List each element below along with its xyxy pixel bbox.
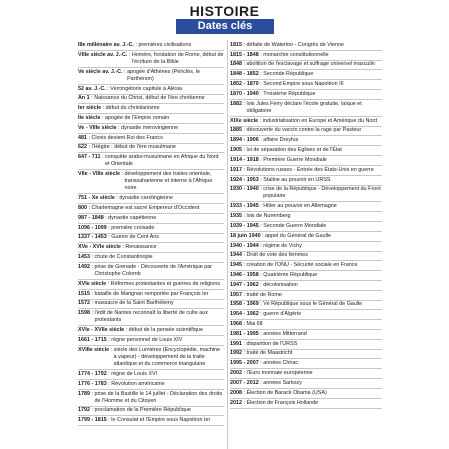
timeline-entry xyxy=(230,350,382,360)
entry-separator: : xyxy=(87,144,92,151)
column-divider xyxy=(227,40,228,449)
timeline-entry xyxy=(78,309,224,326)
timeline-entry xyxy=(230,176,382,186)
entry-separator: : xyxy=(242,350,247,357)
timeline-entry xyxy=(230,117,382,127)
entry-text: apogée de l'Empire romain xyxy=(104,114,170,121)
entry-date: 1885 xyxy=(230,127,242,134)
entry-text: bataille de Marignan remportée par François Ier xyxy=(94,290,209,297)
entry-text: prise de Grenade - Découverte de l'Amérique par Christophe Colomb xyxy=(94,263,213,278)
entry-date: 1981 - 1995 xyxy=(230,330,259,337)
entry-separator: : xyxy=(242,252,247,259)
entry-text: années Mitterrand xyxy=(263,330,307,337)
entry-date: 622 xyxy=(78,144,87,151)
page-subtitle-banner: Dates clés xyxy=(176,19,274,34)
entry-text: découverte du vaccin contre la rage par Pasteur xyxy=(246,127,362,134)
entry-text: Renaissance xyxy=(125,244,157,251)
entry-text: développement des traites orientale, transsaharienne et interne à l'Afrique noire xyxy=(124,171,213,192)
timeline-entry xyxy=(78,263,224,280)
entry-text: Charlemagne est sacré Empereur d'Occident xyxy=(91,205,200,212)
timeline-entry xyxy=(78,85,224,95)
timeline-entry xyxy=(230,156,382,166)
timeline-entry xyxy=(230,252,382,262)
entry-date: Ve - VIIIe siècle xyxy=(78,124,117,131)
entry-date: XVIe - XVIIe siècle xyxy=(78,327,125,334)
entry-text: décolonisation xyxy=(263,281,298,288)
entry-date: 1992 xyxy=(230,350,242,357)
entry-text: loi de séparation des Églises et de l'État xyxy=(246,147,342,154)
entry-text: prise de la Bastille le 14 juillet - Déclaration des droits de l'Homme et du Citoyen xyxy=(94,390,223,404)
entry-text: Ve République sous le Général de Gaulle xyxy=(263,301,363,308)
entry-date: 1954 - 1962 xyxy=(230,311,259,318)
entry-separator: : xyxy=(87,134,92,141)
entry-separator: : xyxy=(242,213,247,220)
entry-text: l'édit de Nantes reconnaît la liberté de culte aux protestants xyxy=(94,310,208,324)
entry-text: chute de Constantinople xyxy=(94,254,153,261)
entry-text: Réformes protestantes et guerres de religions xyxy=(110,280,221,287)
entry-text: Troisième République xyxy=(263,90,316,97)
entry-text: Clovis devient Roi des Francs xyxy=(91,134,163,141)
entry-text: dynastie mérovingienne xyxy=(121,124,179,131)
entry-text: conquête arabo-musulmane en Afrique du Nord et Orientale xyxy=(104,154,219,168)
entry-separator: : xyxy=(242,61,247,68)
entry-text: Mai 68 xyxy=(246,321,263,328)
timeline-entry xyxy=(230,291,382,301)
entry-text: Naissance du Christ, début de l'ère chrétienne xyxy=(94,95,205,102)
entry-separator: : xyxy=(242,100,247,107)
entry-date: 1852 - 1870 xyxy=(230,81,259,88)
timeline-entry xyxy=(230,310,382,320)
entry-text: affaire Dreyfus xyxy=(263,137,299,144)
entry-separator: : xyxy=(258,271,264,278)
timeline-entry xyxy=(78,214,224,224)
entry-text: première croisade xyxy=(111,224,155,231)
entry-date: 1096 - 1099 xyxy=(78,224,107,231)
entry-text: dynastie carolingienne xyxy=(119,195,174,202)
entry-date: 751 - Xe siècle xyxy=(78,195,115,202)
entry-separator: : xyxy=(258,311,264,318)
entry-text: siècle des Lumières (Encyclopédie, machine à vapeur) - développement de la traite atlantique et du commerce triangulaire xyxy=(113,346,221,368)
entry-separator: : xyxy=(100,154,105,161)
entry-date: 1947 - 1962 xyxy=(230,281,259,288)
timeline-entry xyxy=(78,407,224,417)
entry-separator: : xyxy=(119,171,125,178)
entry-separator: : xyxy=(258,203,264,210)
timeline-entry xyxy=(230,330,382,340)
entry-separator: : xyxy=(242,147,247,154)
entry-date: VIIIe siècle av. J.-C. xyxy=(78,51,128,58)
entry-text: le Consulat et l'Empire sous Napoléon Ier xyxy=(111,417,211,424)
entry-date: 1870 - 1940 xyxy=(230,90,259,97)
timeline-entry xyxy=(230,41,382,51)
entry-separator: : xyxy=(242,41,247,48)
entry-date: 1930 - 1940 xyxy=(230,186,259,193)
entry-date: 2007 - 2012 xyxy=(230,379,259,386)
entry-date: 1946 - 1958 xyxy=(230,271,259,278)
entry-date: An 1 xyxy=(78,95,90,102)
entry-text: Second Empire sous Napoléon III xyxy=(263,81,344,88)
entry-separator: : xyxy=(90,407,95,414)
entry-date: 1933 - 1945 xyxy=(230,203,259,210)
timeline-entry xyxy=(78,144,224,154)
timeline-entry xyxy=(230,379,382,389)
entry-date: XIXe siècle xyxy=(230,117,259,124)
entry-date: 1848 - 1852 xyxy=(230,71,259,78)
entry-separator: : xyxy=(101,105,106,112)
entry-date: VIIe - VIIIe siècle xyxy=(78,171,120,178)
entry-separator: : xyxy=(106,417,112,424)
entry-date: 1799 - 1815 xyxy=(78,417,107,424)
timeline-entry xyxy=(78,326,224,336)
timeline-entry xyxy=(230,90,382,100)
page-header xyxy=(0,0,449,36)
entry-separator: : xyxy=(242,291,247,298)
entry-separator: : xyxy=(127,51,132,58)
entry-separator: : xyxy=(258,90,264,97)
entry-text: lois Jules Ferry déclare l'école gratuite, laïque et obligatoire xyxy=(246,100,362,114)
entry-date: 1492 xyxy=(78,263,90,270)
entry-text: proclamation de la Première République xyxy=(94,407,191,414)
timeline-entry xyxy=(230,80,382,90)
entry-date: 1661 - 1715 xyxy=(78,337,107,344)
timeline-entry xyxy=(78,134,224,144)
entry-separator: : xyxy=(106,224,112,231)
entry-text: dynastie capétienne xyxy=(108,214,157,221)
entry-text: début de la pensée scientifique xyxy=(128,327,203,334)
timeline-entry xyxy=(230,166,382,176)
timeline-entry xyxy=(78,153,224,170)
entry-separator: : xyxy=(258,81,264,88)
entry-separator: : xyxy=(260,232,266,239)
entry-text: Guerre de Cent Ans xyxy=(111,234,159,241)
timeline-entry xyxy=(78,104,224,114)
timeline-entry xyxy=(230,271,382,281)
entry-text: traité de Maastricht xyxy=(246,350,293,357)
entry-separator: : xyxy=(258,379,264,386)
timeline-entry xyxy=(230,301,382,311)
timeline-entry xyxy=(230,389,382,399)
entry-date: 1957 xyxy=(230,291,242,298)
entry-date: 2002 xyxy=(230,370,242,377)
entry-text: règne de Louis XVI xyxy=(111,370,158,377)
entry-separator: : xyxy=(258,360,264,367)
entry-date: 1935 xyxy=(230,213,242,220)
entry-text: Seconde République xyxy=(263,71,314,78)
entry-date: 52 av. J.-C. xyxy=(78,85,106,92)
entry-text: Élection de François Hollande xyxy=(246,399,319,406)
timeline-entry xyxy=(230,261,382,271)
entry-separator: : xyxy=(109,346,114,353)
entry-date: 1882 xyxy=(230,100,242,107)
entry-date: 1337 - 1453 xyxy=(78,234,107,241)
entry-text: disparition de l'URSS xyxy=(246,340,298,347)
entry-text: Vercingétorix capitule à Alésia xyxy=(110,85,182,92)
entry-date: 1515 xyxy=(78,290,90,297)
timeline-entry xyxy=(78,380,224,390)
timeline-entry xyxy=(230,281,382,291)
entry-text: Première Guerre Mondiale xyxy=(263,156,327,163)
entry-date: XVe - XVIe siècle xyxy=(78,244,121,251)
entry-date: 18 juin 1940 xyxy=(230,232,261,239)
entry-text: Révolutions russes - Entrée des États-Unis en guerre xyxy=(246,166,374,173)
entry-separator: : xyxy=(258,301,264,308)
entry-text: industrialisation en Europe et Amérique du Nord xyxy=(262,117,378,124)
timeline-entry xyxy=(230,51,382,61)
entry-separator: : xyxy=(258,186,264,193)
timeline-entry xyxy=(78,416,224,426)
entry-separator: : xyxy=(106,234,112,241)
entry-date: 1939 - 1945 xyxy=(230,222,259,229)
entry-separator: : xyxy=(106,370,112,377)
entry-date: XVIIIe siècle xyxy=(78,346,110,353)
entry-text: l'Hégire : début de l'ère musulmane xyxy=(91,144,176,151)
entry-separator: : xyxy=(106,280,111,287)
timeline-entry xyxy=(230,186,382,203)
entry-date: 1914 - 1918 xyxy=(230,156,259,163)
entry-separator: : xyxy=(100,114,105,121)
entry-date: 1815 - 1848 xyxy=(230,51,259,58)
entry-separator: : xyxy=(258,117,263,124)
timeline-entry xyxy=(78,280,224,290)
entry-date: XVIe siècle xyxy=(78,280,107,287)
timeline-entry xyxy=(230,100,382,117)
timeline-entry xyxy=(78,370,224,380)
timeline-entry xyxy=(230,61,382,71)
entry-date: 1776 - 1783 xyxy=(78,380,107,387)
timeline-entry xyxy=(230,136,382,146)
entry-date: 1789 xyxy=(78,390,90,397)
timeline-entry xyxy=(78,243,224,253)
page-title: HISTOIRE xyxy=(189,3,260,19)
entry-separator: : xyxy=(90,290,95,297)
entry-date: Ier siècle xyxy=(78,105,102,112)
timeline-entry xyxy=(78,194,224,204)
entry-separator: : xyxy=(242,262,247,269)
entry-date: 1991 xyxy=(230,340,242,347)
timeline-entry xyxy=(230,399,382,409)
entry-text: Homère, fondation de Rome, début de l'écriture de la Bible xyxy=(131,51,224,65)
timeline-entry xyxy=(78,170,224,194)
timeline-entry xyxy=(230,320,382,330)
timeline-entry xyxy=(230,146,382,156)
entry-separator: : xyxy=(122,68,128,75)
entry-date: 1792 xyxy=(78,407,90,414)
entry-separator: : xyxy=(124,327,129,334)
entry-separator: : xyxy=(258,176,264,183)
entry-text: apogée d'Athènes (Périclès, le Parthénon) xyxy=(127,68,201,82)
entry-text: premières civilisations xyxy=(138,41,192,48)
entry-separator: : xyxy=(258,156,264,163)
entry-separator: : xyxy=(242,127,247,134)
entry-separator: : xyxy=(242,340,247,347)
timeline-entry xyxy=(230,340,382,350)
entry-separator: : xyxy=(242,370,247,377)
entry-date: 1572 xyxy=(78,300,90,307)
entry-text: massacre de la Saint Barthélemy xyxy=(94,300,174,307)
entry-date: 1940 - 1944 xyxy=(230,242,259,249)
entry-text: lois de Nuremberg xyxy=(246,213,291,220)
entry-date: 1917 xyxy=(230,166,242,173)
timeline-entry xyxy=(78,41,224,51)
entry-separator: : xyxy=(105,85,111,92)
entry-text: guerre d'Algérie xyxy=(263,311,302,318)
timeline-entry xyxy=(78,234,224,244)
entry-text: Quatrième République xyxy=(263,271,318,278)
timeline-entry xyxy=(78,336,224,346)
entry-date: 1894 - 1906 xyxy=(230,137,259,144)
entry-text: défaite de Waterloo - Congrès de Vienne xyxy=(246,41,344,48)
entry-separator: : xyxy=(90,300,95,307)
entry-separator: : xyxy=(106,337,112,344)
entry-text: Droit de vote des femmes xyxy=(246,252,308,259)
timeline-entry xyxy=(78,68,224,85)
entry-separator: : xyxy=(90,390,95,397)
entry-separator: : xyxy=(116,124,122,131)
timeline-entry xyxy=(230,222,382,232)
timeline-right-column xyxy=(230,41,382,409)
entry-text: Hitler au pouvoir en Allemagne xyxy=(263,203,337,210)
entry-date: 1958 - 1969 xyxy=(230,301,259,308)
entry-date: 800 xyxy=(78,205,87,212)
timeline-entry xyxy=(78,204,224,214)
timeline-entry xyxy=(230,242,382,252)
timeline-entry xyxy=(78,390,224,407)
timeline-entry xyxy=(78,95,224,105)
timeline-entry xyxy=(78,253,224,263)
entry-separator: : xyxy=(133,41,139,48)
entry-separator: : xyxy=(87,205,92,212)
entry-separator: : xyxy=(242,389,247,396)
entry-text: régime de Vichy xyxy=(263,242,302,249)
entry-text: années Sarkozy xyxy=(263,379,302,386)
entry-date: IIe siècle xyxy=(78,114,101,121)
entry-date: 1944 xyxy=(230,252,242,259)
entry-text: Élection de Barack Obama (USA) xyxy=(246,389,327,396)
entry-text: création de l'ONU - Sécurité sociale en France xyxy=(246,262,358,269)
entry-separator: : xyxy=(258,222,264,229)
entry-separator: : xyxy=(90,263,95,270)
entry-text: crise de la République - Développement du Front populaire xyxy=(263,186,381,200)
entry-date: 1815 xyxy=(230,41,242,48)
entry-separator: : xyxy=(258,137,264,144)
entry-separator: : xyxy=(242,399,247,406)
entry-date: 481 xyxy=(78,134,87,141)
entry-text: abolition de l'esclavage et suffrage universel masculin xyxy=(246,61,375,68)
timeline-entry xyxy=(230,212,382,222)
entry-separator: : xyxy=(90,310,95,317)
entry-text: Révolution américaine xyxy=(111,380,165,387)
entry-text: monarchie constitutionnelle xyxy=(263,51,329,58)
entry-separator: : xyxy=(106,380,112,387)
entry-separator: : xyxy=(89,95,95,102)
timeline-entry xyxy=(78,300,224,310)
timeline-left-column xyxy=(78,41,224,426)
entry-text: l'Euro monnaie européenne xyxy=(246,370,313,377)
entry-separator: : xyxy=(258,51,264,58)
entry-separator: : xyxy=(90,254,95,261)
entry-text: années Chirac xyxy=(263,360,299,367)
entry-separator: : xyxy=(120,244,126,251)
entry-separator: : xyxy=(242,166,247,173)
entry-date: 1848 xyxy=(230,61,242,68)
entry-text: appel du Général de Gaulle xyxy=(265,232,332,239)
entry-date: IIIe millénaire av. J.-C. xyxy=(78,41,134,48)
entry-date: 1453 xyxy=(78,254,90,261)
timeline-entry xyxy=(230,202,382,212)
entry-text: Staline au pouvoir en URSS xyxy=(263,176,331,183)
entry-separator: : xyxy=(103,214,109,221)
entry-separator: : xyxy=(114,195,120,202)
entry-date: 1598 xyxy=(78,310,90,317)
entry-date: 1905 xyxy=(230,147,242,154)
entry-date: 1995 - 2007 xyxy=(230,360,259,367)
entry-date: 2012 xyxy=(230,399,242,406)
entry-text: début du christianisme xyxy=(105,105,160,112)
entry-text: Seconde Guerre Mondiale xyxy=(263,222,327,229)
timeline-entry xyxy=(78,224,224,234)
entry-separator: : xyxy=(258,281,264,288)
entry-separator: : xyxy=(242,321,247,328)
entry-date: 987 - 1848 xyxy=(78,214,104,221)
timeline-entry xyxy=(78,114,224,124)
entry-separator: : xyxy=(258,242,264,249)
timeline-entry xyxy=(230,369,382,379)
entry-date: 647 - 711 xyxy=(78,154,101,161)
timeline-entry xyxy=(230,359,382,369)
entry-date: 1945 xyxy=(230,262,242,269)
entry-date: 1968 xyxy=(230,321,242,328)
entry-date: 1924 - 1953 xyxy=(230,176,259,183)
timeline-entry xyxy=(230,70,382,80)
timeline-entry xyxy=(230,127,382,137)
entry-date: 1774 - 1792 xyxy=(78,370,107,377)
timeline-entry xyxy=(78,124,224,134)
timeline-entry xyxy=(78,51,224,68)
entry-text: traité de Rome xyxy=(246,291,282,298)
timeline-entry xyxy=(78,346,224,370)
entry-date: Ve siècle av. J.-C. xyxy=(78,68,123,75)
timeline-entry xyxy=(78,290,224,300)
timeline-entry xyxy=(230,232,382,242)
entry-separator: : xyxy=(258,330,264,337)
entry-separator: : xyxy=(258,71,264,78)
entry-text: règne personnel de Louis XIV xyxy=(111,337,183,344)
entry-date: 2008 xyxy=(230,389,242,396)
